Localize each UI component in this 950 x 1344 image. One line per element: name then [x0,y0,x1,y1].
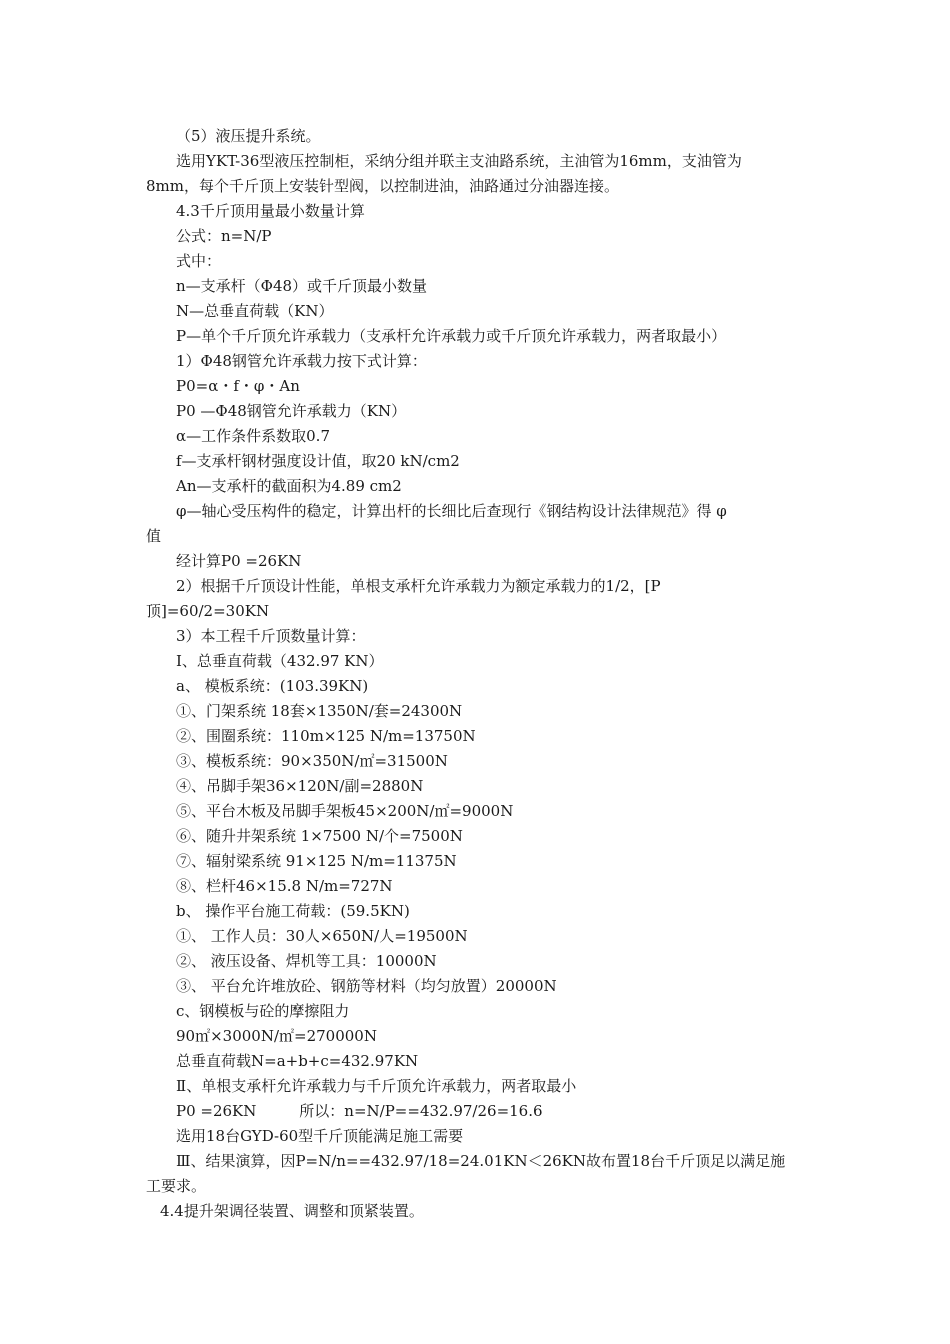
list-item: ①、 工作人员：30人×650N/人=19500N [176,927,468,945]
text-line: 工要求。 [146,1177,207,1195]
list-item: ⑤、平台木板及吊脚手架板45×200N/㎡=9000N [176,802,514,820]
text-line: c、钢模板与砼的摩擦阻力 [176,1002,350,1020]
text-line: 顶]=60/2=30KN [146,602,270,620]
list-item: ⑥、随升井架系统 1×7500 N/个=7500N [176,827,463,845]
section-heading: 4.4提升架调径装置、调整和顶紧装置。 [160,1202,424,1220]
text-line: Ⅲ、结果演算，因P=N/n==432.97/18=24.01KN＜26KN故布置18台千斤顶足以满足施 [176,1152,786,1170]
text-line: P0 =26KN 所以：n=N/P==432.97/26=16.6 [176,1102,543,1120]
text-line: 3）本工程千斤顶数量计算： [176,627,366,645]
list-item: ③、 平台允许堆放砼、钢筋等材料（均匀放置）20000N [176,977,557,995]
text-line: 经计算P0 =26KN [176,552,302,570]
text-line: 选用18台GYD-60型千斤顶能满足施工需要 [176,1127,464,1145]
list-item: ⑧、栏杆46×15.8 N/m=727N [176,877,393,895]
list-item: ②、围圈系统：110m×125 N/m=13750N [176,727,476,745]
text-line: P0 —Φ48钢管允许承载力（KN） [176,402,407,420]
text-line: f—支承杆钢材强度设计值，取20 kN/cm2 [176,452,460,470]
text-line: P—单个千斤顶允许承载力（支承杆允许承载力或千斤顶允许承载力，两者取最小） [176,327,727,345]
text-line: 2）根据千斤顶设计性能，单根支承杆允许承载力为额定承载力的1/2，[P [176,577,661,595]
text-line: 式中： [176,252,222,270]
text-line: An—支承杆的截面积为4.89 cm2 [176,477,402,495]
text-line: 8mm，每个千斤顶上安装针型阀，以控制进油，油路通过分油器连接。 [146,177,619,195]
text-line: b、 操作平台施工荷载：(59.5KN) [176,902,410,920]
section-heading: 4.3千斤顶用量最小数量计算 [176,202,365,220]
text-line: （5）液压提升系统。 [176,127,321,145]
text-line: 公式：n=N/P [176,227,272,245]
text-line: a、 模板系统：(103.39KN) [176,677,369,695]
text-line: 90㎡×3000N/㎡=270000N [176,1027,377,1045]
text-line: 1）Φ48钢管允许承载力按下式计算： [176,352,427,370]
text-line: Ⅱ、单根支承杆允许承载力与千斤顶允许承载力，两者取最小 [176,1077,577,1095]
list-item: ③、模板系统：90×350N/㎡=31500N [176,752,448,770]
text-line: φ—轴心受压构件的稳定，计算出杆的长细比后查现行《钢结构设计法律规范》得 φ [176,502,727,520]
text-line: 值 [146,527,162,545]
text-line: n—支承杆（Φ48）或千斤顶最小数量 [176,277,428,295]
text-line: 选用YKT-36型液压控制柜，采纳分组并联主支油路系统，主油管为16mm，支油管为 [176,152,742,170]
text-line: Ⅰ、总垂直荷载（432.97 KN） [176,652,384,670]
list-item: ④、吊脚手架36×120N/副=2880N [176,777,424,795]
list-item: ①、门架系统 18套×1350N/套=24300N [176,702,463,720]
list-item: ⑦、辐射梁系统 91×125 N/m=11375N [176,852,457,870]
text-line: N—总垂直荷载（KN） [176,302,334,320]
text-line: 总垂直荷载N=a+b+c=432.97KN [176,1052,419,1070]
formula-line: P0=α・f・φ・An [176,377,300,395]
text-line: α—工作条件系数取0.7 [176,427,330,445]
list-item: ②、 液压设备、焊机等工具：10000N [176,952,437,970]
